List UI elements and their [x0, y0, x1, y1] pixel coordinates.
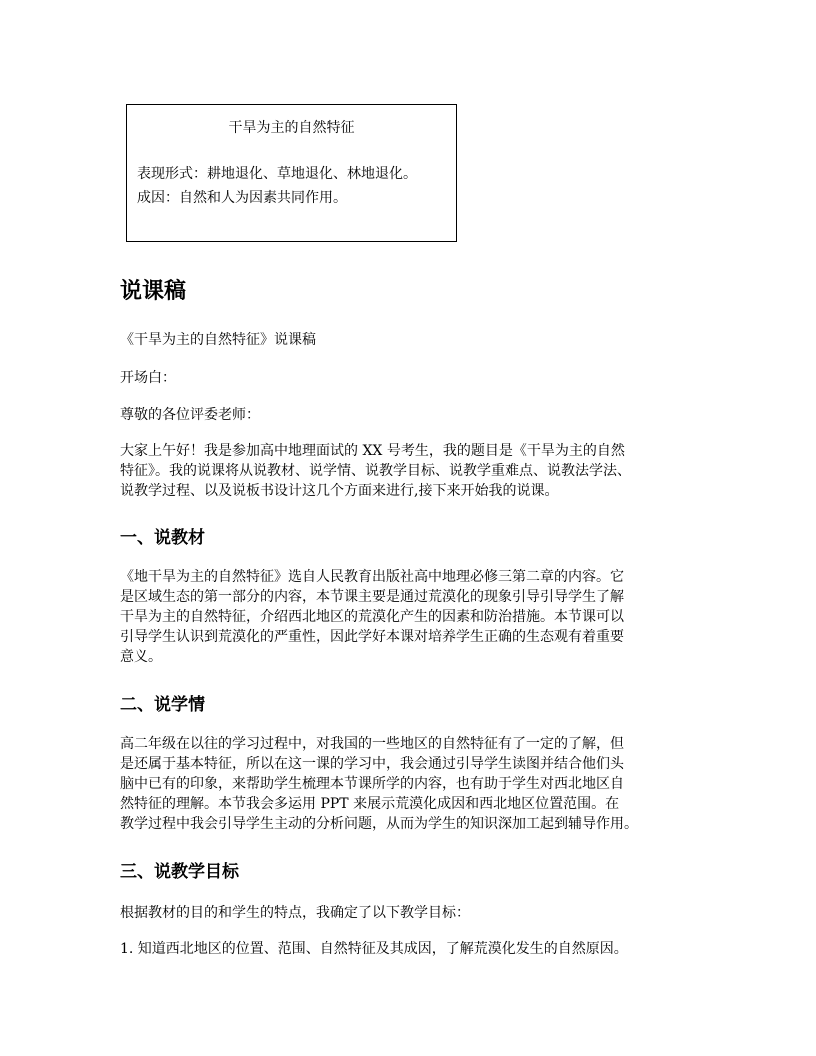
paragraph-line: 《地干旱为主的自然特征》选自人民教育出版社高中地理必修三第二章的内容。它 [120, 569, 624, 585]
blackboard-title: 干旱为主的自然特征 [228, 120, 355, 136]
section-heading-students: 二、说学情 [120, 695, 205, 715]
section-heading-textbook: 一、说教材 [120, 528, 205, 548]
paragraph-line: 脑中已有的印象，来帮助学生梳理本节课所学的内容，也有助于学生对西北地区自 [120, 776, 624, 792]
page-title: 说课稿 [120, 279, 187, 304]
paragraph-line: 干旱为主的自然特征，介绍西北地区的荒漠化产生的因素和防治措施。本节课可以 [120, 609, 624, 625]
intro-paragraph [120, 441, 720, 501]
blackboard-line-causes: 成因：自然和人为因素共同作用。 [137, 190, 347, 206]
paragraph-line: 是还属于基本特征，所以在这一课的学习中，我会通过引导学生读图并结合他们头 [120, 756, 624, 772]
intro-line: 说教学过程、以及说板书设计这几个方面来进行,接下来开始我的说课。 [120, 483, 559, 499]
section-heading-objectives: 三、说教学目标 [120, 862, 239, 882]
paragraph-line: 教学过程中我会引导学生主动的分析问题，从而为学生的知识深加工起到辅导作用。 [120, 816, 638, 832]
paragraph-line: 引导学生认识到荒漠化的严重性，因此学好本课对培养学生正确的生态观有着重要 [120, 629, 624, 645]
intro-line: 特征》。我的说课将从说教材、说学情、说教学目标、说教学重难点、说教法学法、 [120, 463, 631, 479]
paragraph-line: 高二年级在以往的学习过程中，对我国的一些地区的自然特征有了一定的了解，但 [120, 736, 624, 752]
blackboard-line-forms: 表现形式：耕地退化、草地退化、林地退化。 [137, 166, 417, 182]
section-textbook-paragraph [120, 567, 720, 667]
blackboard-design-box [126, 104, 457, 242]
intro-line: 大家上午好！我是参加高中地理面试的 XX 号考生，我的题目是《干旱为主的自然 [120, 443, 625, 459]
paragraph-line: 然特征的理解。本节我会多运用 PPT 来展示荒漠化成因和西北地区位置范围。在 [120, 796, 620, 812]
opening-label: 开场白： [120, 370, 176, 386]
section-students-paragraph [120, 734, 720, 834]
objective-item-1: 1. 知道西北地区的位置、范围、自然特征及其成因，了解荒漠化发生的自然原因。 [120, 941, 628, 957]
paragraph-line: 是区域生态的第一部分的内容，本节课主要是通过荒漠化的现象引导引导学生了解 [120, 589, 624, 605]
paragraph-line: 意义。 [120, 649, 162, 665]
greeting: 尊敬的各位评委老师： [120, 407, 260, 423]
objectives-intro: 根据教材的目的和学生的特点，我确定了以下教学目标： [120, 905, 470, 921]
lecture-subtitle: 《干旱为主的自然特征》说课稿 [120, 332, 316, 348]
